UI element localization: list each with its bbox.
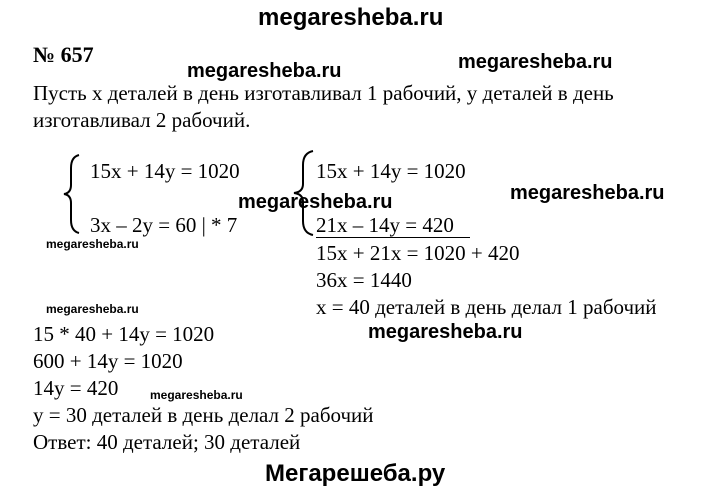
solution-step3: 14y = 420: [33, 376, 119, 400]
solution-x-result: x = 40 деталей в день делал 1 рабочий: [316, 295, 657, 319]
problem-intro-line1: Пусть х деталей в день изготавливал 1 рабочий, у деталей в день: [33, 81, 614, 105]
watermark-small-left-2: megaresheba.ru: [46, 302, 139, 316]
problem-number: № 657: [33, 42, 94, 67]
watermark-middle: megaresheba.ru: [238, 191, 393, 213]
watermark-small-center: megaresheba.ru: [150, 388, 243, 402]
watermark-small-left-1: megaresheba.ru: [46, 237, 139, 251]
solution-sum: 15x + 21x = 1020 + 420: [316, 241, 520, 265]
left-system-eq1: 15x + 14y = 1020: [90, 159, 240, 183]
solution-y-result: y = 30 деталей в день делал 2 рабочий: [33, 403, 374, 427]
watermark-right-top: megaresheba.ru: [458, 51, 613, 73]
watermark-bottom: Мегарешеба.ру: [265, 460, 446, 487]
right-system-brace: [292, 150, 316, 236]
watermark-right-middle: megaresheba.ru: [510, 182, 665, 204]
watermark-under-number: megaresheba.ru: [187, 60, 342, 82]
left-system-brace: [62, 154, 82, 234]
solution-step2: 600 + 14y = 1020: [33, 349, 183, 373]
problem-intro-line2: изготавливал 2 рабочий.: [33, 108, 251, 132]
watermark-top: megaresheba.ru: [258, 4, 444, 31]
watermark-center-lower: megaresheba.ru: [368, 321, 523, 343]
sum-underline: [316, 237, 470, 238]
right-system-eq2: 21x – 14y = 420: [316, 213, 454, 237]
left-system-eq2: 3x – 2y = 60 | * 7: [90, 213, 238, 237]
solution-simplified: 36x = 1440: [316, 268, 412, 292]
solution-substitute: 15 * 40 + 14y = 1020: [33, 322, 215, 346]
right-system-eq1: 15x + 14y = 1020: [316, 159, 466, 183]
solution-answer: Ответ: 40 деталей; 30 деталей: [33, 430, 301, 454]
